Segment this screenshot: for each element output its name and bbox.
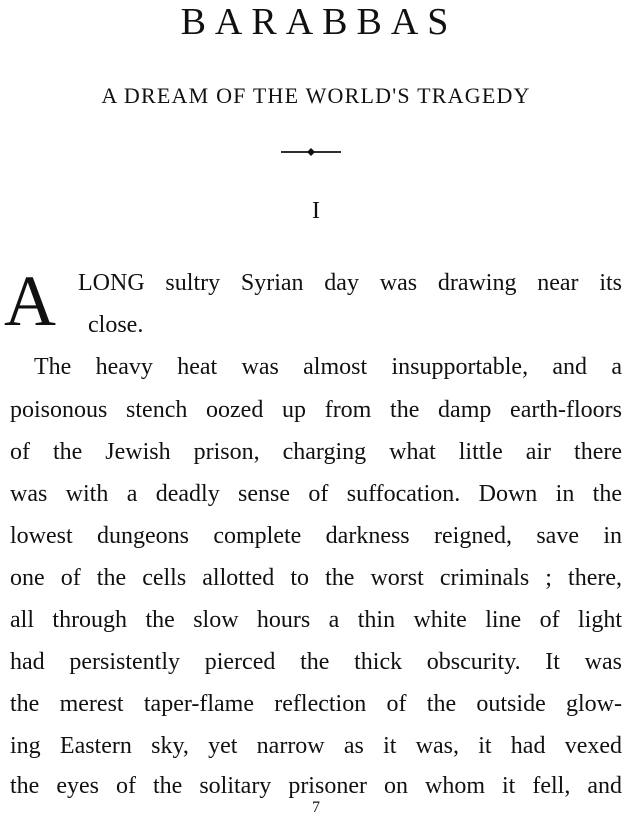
- text-line: poisonous stench oozed up from the damp earth-floors: [10, 397, 622, 423]
- opening-line: LONG sultry Syrian day was drawing near its: [78, 270, 622, 296]
- text-line: lowest dungeons complete darkness reigned, save in: [10, 523, 622, 549]
- text-line: of the Jewish prison, charging what little air there: [10, 439, 622, 465]
- book-subtitle: A DREAM OF THE WORLD'S TRAGEDY: [101, 83, 531, 108]
- ornament-divider-icon: [281, 144, 341, 160]
- text-line: was with a deadly sense of suffocation. Down in the: [10, 481, 622, 507]
- text-line: the eyes of the solitary prisoner on whom it fell, and: [10, 773, 622, 799]
- opening-line: close.: [88, 312, 144, 338]
- text-line: The heavy heat was almost insupportable, and a: [34, 354, 622, 380]
- text-line: ing Eastern sky, yet narrow as it was, it had vexed: [10, 733, 622, 759]
- book-title: BARABBAS: [180, 1, 458, 43]
- text-line: the merest taper-flame reflection of the outside glow-: [10, 691, 622, 717]
- chapter-number: I: [312, 198, 320, 224]
- page-number: 7: [312, 799, 320, 816]
- text-line: had persistently pierced the thick obscurity. It was: [10, 649, 622, 675]
- drop-cap: A: [4, 261, 56, 341]
- text-line: one of the cells allotted to the worst criminals ; there,: [10, 565, 622, 591]
- text-line: all through the slow hours a thin white line of light: [10, 607, 622, 633]
